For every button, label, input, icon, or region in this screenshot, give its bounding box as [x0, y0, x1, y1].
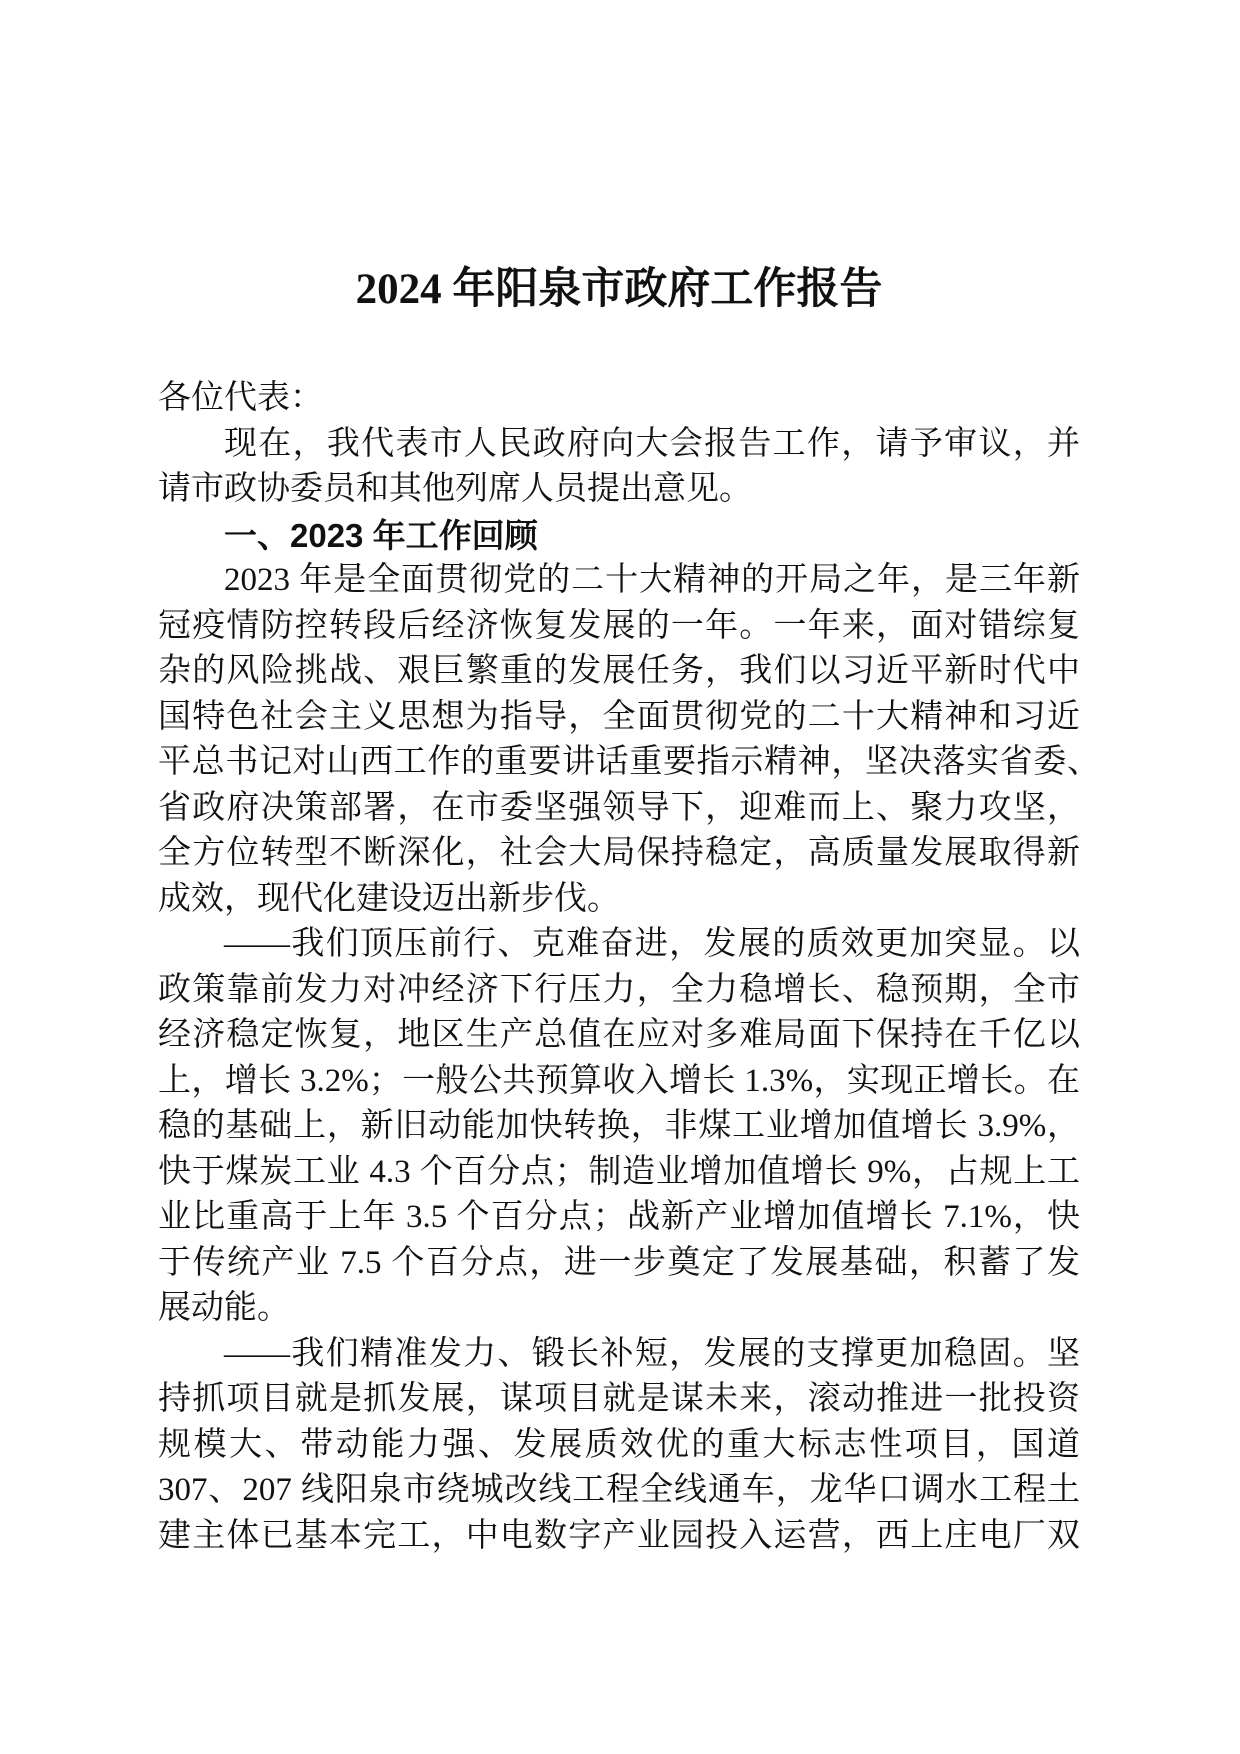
- section-heading: 一、2023 年工作回顾: [224, 516, 538, 554]
- paragraph-line: 业比重高于上年 3.5 个百分点；战新产业增加值增长 7.1%，快: [158, 1199, 1080, 1235]
- paragraph-line: 国特色社会主义思想为指导，全面贯彻党的二十大精神和习近: [158, 698, 1080, 735]
- paragraph-line: 于传统产业 7.5 个百分点，进一步奠定了发展基础，积蓄了发: [158, 1244, 1080, 1281]
- paragraph-development-support: [158, 1332, 1080, 1560]
- paragraph-line: 稳的基础上，新旧动能加快转换，非煤工业增加值增长 3.9%，: [158, 1108, 1080, 1144]
- paragraph-line: 杂的风险挑战、艰巨繁重的发展任务，我们以习近平新时代中: [158, 653, 1080, 689]
- paragraph-line: 建主体已基本完工，中电数字产业园投入运营，西上庄电厂双: [158, 1517, 1080, 1554]
- paragraph-line: 现在，我代表市人民政府向大会报告工作，请予审议，并: [224, 425, 1080, 462]
- paragraph-overview: [158, 558, 1100, 922]
- paragraph-line: 规模大、带动能力强、发展质效优的重大标志性项目，国道: [158, 1426, 1080, 1463]
- paragraph-line: 平总书记对山西工作的重要讲话重要指示精神，坚决落实省委、: [158, 744, 1100, 780]
- paragraph-line: 展动能。: [158, 1290, 290, 1326]
- paragraph-line: 省政府决策部署，在市委坚强领导下，迎难而上、聚力攻坚，: [158, 789, 1080, 826]
- paragraph-line: 307、207 线阳泉市绕城改线工程全线通车，龙华口调水工程土: [158, 1472, 1080, 1508]
- paragraph-line: 上，增长 3.2%；一般公共预算收入增长 1.3%，实现正增长。在: [158, 1062, 1080, 1099]
- paragraph-line: ——我们精准发力、锻长补短，发展的支撑更加稳固。坚: [224, 1335, 1080, 1372]
- paragraph-line: 政策靠前发力对冲经济下行压力，全力稳增长、稳预期，全市: [158, 971, 1080, 1008]
- paragraph-line: 快于煤炭工业 4.3 个百分点；制造业增加值增长 9%，占规上工: [158, 1153, 1080, 1190]
- paragraph-intro: [158, 422, 1080, 513]
- paragraph-line: ——我们顶压前行、克难奋进，发展的质效更加突显。以: [224, 926, 1080, 962]
- paragraph-line: 请市政协委员和其他列席人员提出意见。: [158, 471, 752, 507]
- paragraph-line: 持抓项目就是抓发展，谋项目就是谋未来，滚动推进一批投资: [158, 1381, 1080, 1417]
- paragraph-line: 2023 年是全面贯彻党的二十大精神的开局之年，是三年新: [224, 562, 1080, 598]
- paragraph-development-quality: [158, 922, 1080, 1332]
- document-body: [158, 265, 1100, 1559]
- paragraph-line: 全方位转型不断深化，社会大局保持稳定，高质量发展取得新: [158, 835, 1080, 871]
- document-title: 2024 年阳泉市政府工作报告: [355, 266, 883, 313]
- paragraph-line: 冠疫情防控转段后经济恢复发展的一年。一年来，面对错综复: [158, 607, 1080, 644]
- salutation: 各位代表：: [158, 380, 323, 416]
- paragraph-line: 经济稳定恢复，地区生产总值在应对多难局面下保持在千亿以: [158, 1017, 1080, 1053]
- paragraph-line: 成效，现代化建设迈出新步伐。: [158, 880, 620, 917]
